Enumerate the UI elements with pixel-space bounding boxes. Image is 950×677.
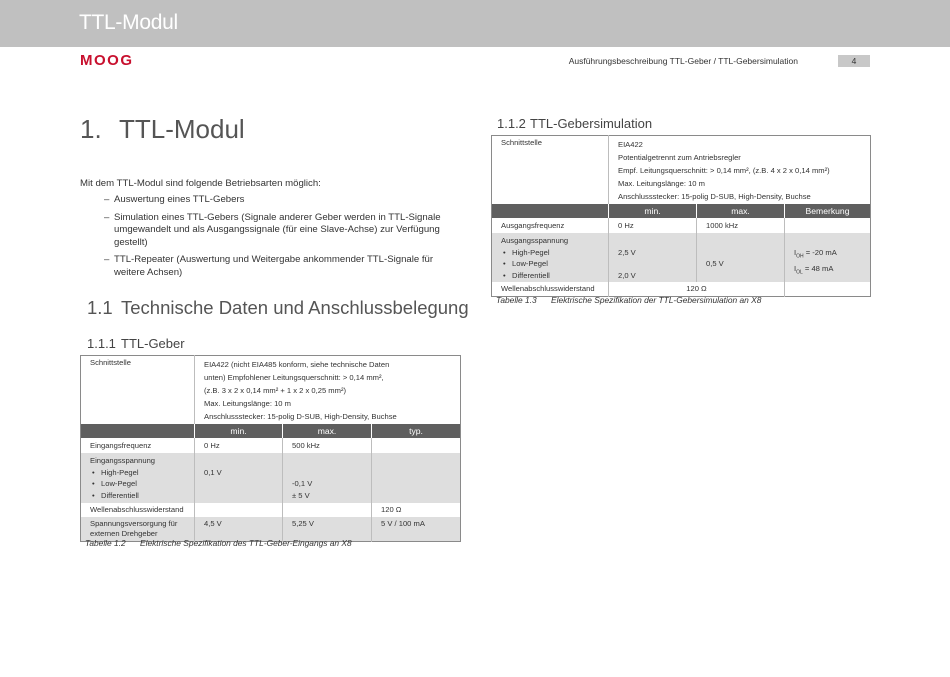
table-cell: 0 Hz bbox=[609, 218, 697, 233]
table-header-row bbox=[492, 204, 871, 218]
subsection-title: TTL-Gebersimulation bbox=[530, 116, 653, 131]
header-cell: min. bbox=[609, 204, 697, 218]
table-cell: 2,5 V bbox=[618, 247, 636, 257]
list-item: – Simulation eines TTL-Gebers (Signale anderer Geber werden in TTL-Signale umgewandelt und als Ausgangssignale (für eine Slave-Achse) zur Verfügung gestellt) bbox=[104, 212, 454, 250]
header-cell: typ. bbox=[372, 424, 461, 438]
header-cell: max. bbox=[283, 424, 372, 438]
table-cell: Eingangsfrequenz bbox=[81, 438, 195, 453]
table-cell bbox=[785, 218, 871, 233]
table-cell: Wellenabschlusswiderstand bbox=[81, 503, 195, 517]
remark-low: $I_{OL} = 48$ mA bbox=[794, 263, 834, 276]
table-row bbox=[492, 233, 871, 282]
table-cell: 2,0 V bbox=[618, 270, 636, 280]
table-row bbox=[492, 218, 871, 233]
table-cell: Potentialgetrennt zum Antriebsregler bbox=[618, 153, 741, 162]
table-cell bbox=[283, 453, 372, 503]
list-item: • Differentiell bbox=[90, 490, 194, 502]
table-cell bbox=[785, 233, 871, 282]
table-cell bbox=[372, 453, 461, 503]
table-row bbox=[81, 453, 461, 503]
top-banner bbox=[0, 0, 950, 47]
table-cell: 0 Hz bbox=[195, 438, 283, 453]
subsection-heading bbox=[497, 116, 652, 131]
table-cell: 1000 kHz bbox=[697, 218, 785, 233]
caption-text: Elektrische Spezifikation des TTL-Geber-Eingangs an X8 bbox=[140, 538, 352, 548]
table-cell: Ausgangsfrequenz bbox=[492, 218, 609, 233]
moog-logo: MOOG bbox=[80, 52, 134, 69]
table-cell: Wellenabschlusswiderstand bbox=[492, 282, 609, 297]
list-item: – Auswertung eines TTL-Gebers bbox=[104, 194, 454, 207]
table-row bbox=[492, 136, 871, 205]
table-row bbox=[81, 503, 461, 517]
table-cell: -0,1 V bbox=[292, 479, 313, 488]
voltage-label: Ausgangsspannung bbox=[501, 236, 569, 245]
ttl-geber-table bbox=[80, 355, 461, 542]
table-cell: Schnittstelle bbox=[492, 136, 609, 205]
ttl-gebersimulation-table bbox=[491, 135, 871, 297]
table-cell: Anschlussstecker: 15-polig D-SUB, High-Density, Buchse bbox=[618, 192, 811, 201]
table-cell: 5,25 V bbox=[283, 517, 372, 542]
table-cell: unten) Empfohlener Leitungsquerschnitt: > 0,14 mm², bbox=[204, 373, 384, 382]
header-cell: max. bbox=[697, 204, 785, 218]
table-cell bbox=[283, 503, 372, 517]
table-cell: Anschlussstecker: 15-polig D-SUB, High-Density, Buchse bbox=[204, 412, 397, 421]
list-item: • Differentiell bbox=[501, 270, 608, 282]
voltage-label: Eingangsspannung bbox=[90, 456, 156, 465]
section-title: Technische Daten und Anschlussbelegung bbox=[121, 297, 469, 318]
header-cell: Bemerkung bbox=[785, 204, 871, 218]
list-item: – TTL-Repeater (Auswertung und Weitergabe ankommender TTL-Signale für weitere Achsen) bbox=[104, 254, 454, 279]
table-cell: Empf. Leitungsquerschnitt: > 0,14 mm², (z.B. 4 x 2 x 0,14 mm²) bbox=[618, 166, 830, 175]
table-header-row bbox=[81, 424, 461, 438]
list-item: • High-Pegel bbox=[501, 247, 608, 259]
table-cell bbox=[697, 233, 785, 282]
subsection-number: 1.1.1 bbox=[87, 336, 116, 351]
table-cell: EIA422 bbox=[618, 140, 643, 149]
table-cell: Spannungsversorgung für bbox=[90, 519, 178, 528]
table-cell: 120 Ω bbox=[372, 503, 461, 517]
banner-title: TTL-Modul bbox=[79, 11, 178, 34]
list-item: • High-Pegel bbox=[90, 467, 194, 479]
list-item: • Low-Pegel bbox=[90, 478, 194, 490]
table-cell: Max. Leitungslänge: 10 m bbox=[204, 399, 291, 408]
remark-high: $I_{OH} = -20$ mA bbox=[794, 247, 837, 260]
table-cell: 0,5 V bbox=[706, 259, 724, 268]
table-cell: EIA422 (nicht EIA485 konform, siehe technische Daten bbox=[204, 360, 390, 369]
interface-description bbox=[195, 356, 461, 425]
document-subtitle: Ausführungsbeschreibung TTL-Geber / TTL-Gebersimulation bbox=[568, 56, 798, 66]
table-cell bbox=[195, 453, 283, 503]
subsection-title: TTL-Geber bbox=[121, 336, 185, 351]
table-cell bbox=[372, 438, 461, 453]
mode-list bbox=[104, 194, 454, 285]
table-cell bbox=[609, 233, 697, 282]
intro-text: Mit dem TTL-Modul sind folgende Betriebsarten möglich: bbox=[80, 178, 321, 189]
header-cell bbox=[81, 424, 195, 438]
chapter-title: TTL-Modul bbox=[119, 114, 245, 144]
table-cell: 500 kHz bbox=[283, 438, 372, 453]
caption-text: Elektrische Spezifikation der TTL-Gebersimulation an X8 bbox=[551, 295, 762, 305]
section-number: 1.1 bbox=[87, 297, 113, 318]
chapter-number: 1. bbox=[80, 114, 102, 144]
table-cell: (z.B. 3 x 2 x 0,14 mm² + 1 x 2 x 0,25 mm²) bbox=[204, 386, 347, 395]
table-caption bbox=[85, 538, 352, 548]
table-row bbox=[81, 438, 461, 453]
table-cell: Schnittstelle bbox=[81, 356, 195, 425]
chapter-heading bbox=[80, 114, 245, 145]
caption-number: Tabelle 1.2 bbox=[85, 538, 126, 548]
subsection-number: 1.1.2 bbox=[497, 116, 526, 131]
table-cell bbox=[81, 453, 195, 503]
table-cell bbox=[195, 503, 283, 517]
table-cell: ± 5 V bbox=[292, 490, 310, 500]
table-row bbox=[81, 356, 461, 425]
subsection-heading bbox=[87, 336, 185, 351]
table-cell bbox=[785, 282, 871, 297]
table-cell: 5 V / 100 mA bbox=[372, 517, 461, 542]
header-cell: min. bbox=[195, 424, 283, 438]
table-cell bbox=[492, 233, 609, 282]
table-cell: 120 Ω bbox=[609, 282, 785, 297]
header-cell bbox=[492, 204, 609, 218]
page-number: 4 bbox=[838, 55, 870, 67]
table-cell: Max. Leitungslänge: 10 m bbox=[618, 179, 705, 188]
table-cell: 4,5 V bbox=[195, 517, 283, 542]
list-item: • Low-Pegel bbox=[501, 258, 608, 270]
section-heading bbox=[87, 297, 469, 319]
table-caption bbox=[496, 295, 761, 305]
interface-description bbox=[609, 136, 871, 205]
table-cell: externen Drehgeber bbox=[90, 529, 158, 538]
caption-number: Tabelle 1.3 bbox=[496, 295, 537, 305]
table-cell: 0,1 V bbox=[204, 467, 222, 477]
